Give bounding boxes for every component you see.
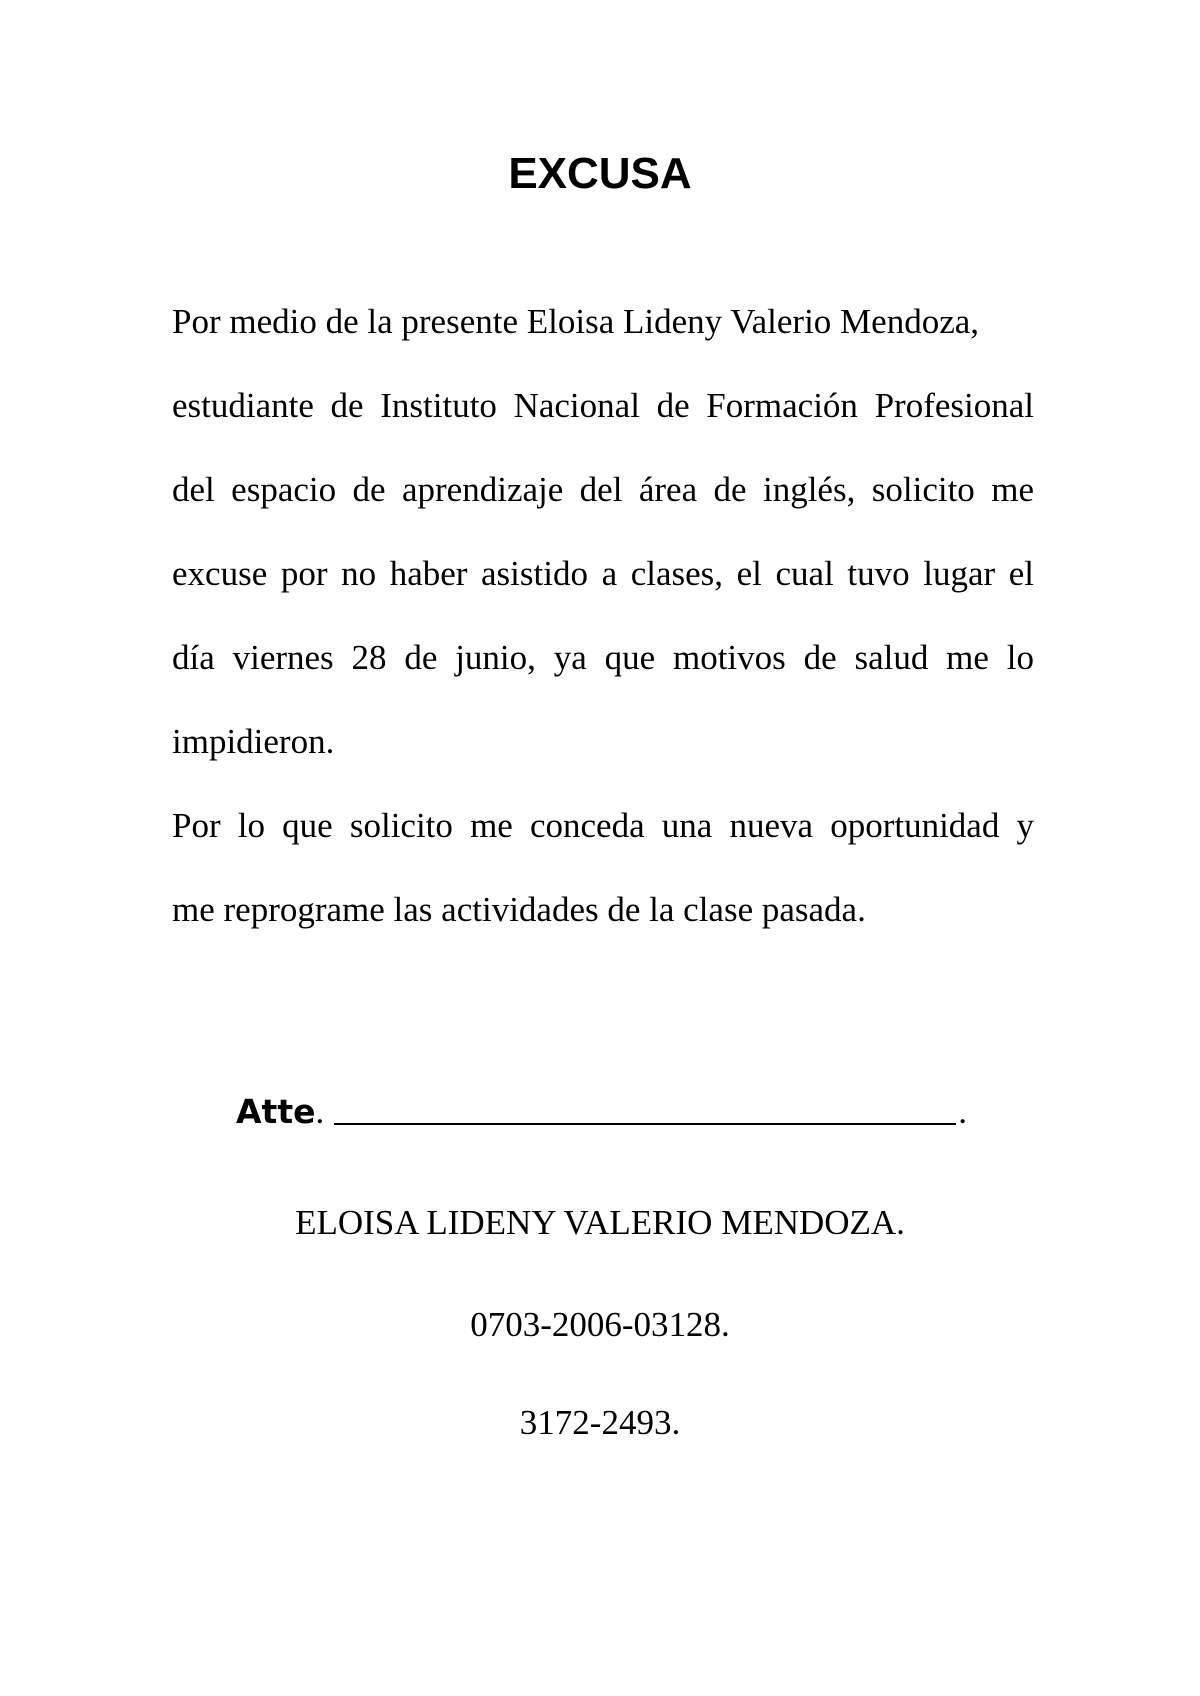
signature-label-period: . (315, 1092, 325, 1131)
paragraph-closing (172, 784, 1034, 952)
paragraph-line: Por lo que solicito me conceda una nueva oportunidad y (172, 806, 1034, 845)
paragraph-line: Por medio de la presente Eloisa Lideny Valerio Mendoza, (172, 302, 980, 341)
paragraph-line: excuse por no haber asistido a clases, el cual tuvo lugar el (172, 554, 1034, 593)
document-title: EXCUSA (508, 149, 692, 198)
body-text (172, 280, 1034, 952)
signature-line (334, 1123, 956, 1125)
signer-name: ELOISA LIDENY VALERIO MENDOZA. (295, 1203, 905, 1242)
paragraph-line: del espacio de aprendizaje del área de inglés, solicito me (172, 470, 1034, 509)
paragraph-line: impidieron. (172, 722, 335, 761)
signer-id-number: 0703-2006-03128. (470, 1305, 730, 1344)
signature-row (236, 1082, 996, 1142)
paragraph-line: estudiante de Instituto Nacional de Formación Profesional (172, 386, 1034, 425)
paragraph-line: día viernes 28 de junio, ya que motivos de salud me lo (172, 638, 1034, 677)
paragraph-request (172, 280, 1034, 784)
signature-end-period: . (958, 1092, 967, 1131)
signature-label: Atte (236, 1092, 316, 1131)
signer-phone: 3172-2493. (519, 1403, 681, 1442)
paragraph-line: me reprograme las actividades de la clase pasada. (172, 890, 866, 929)
